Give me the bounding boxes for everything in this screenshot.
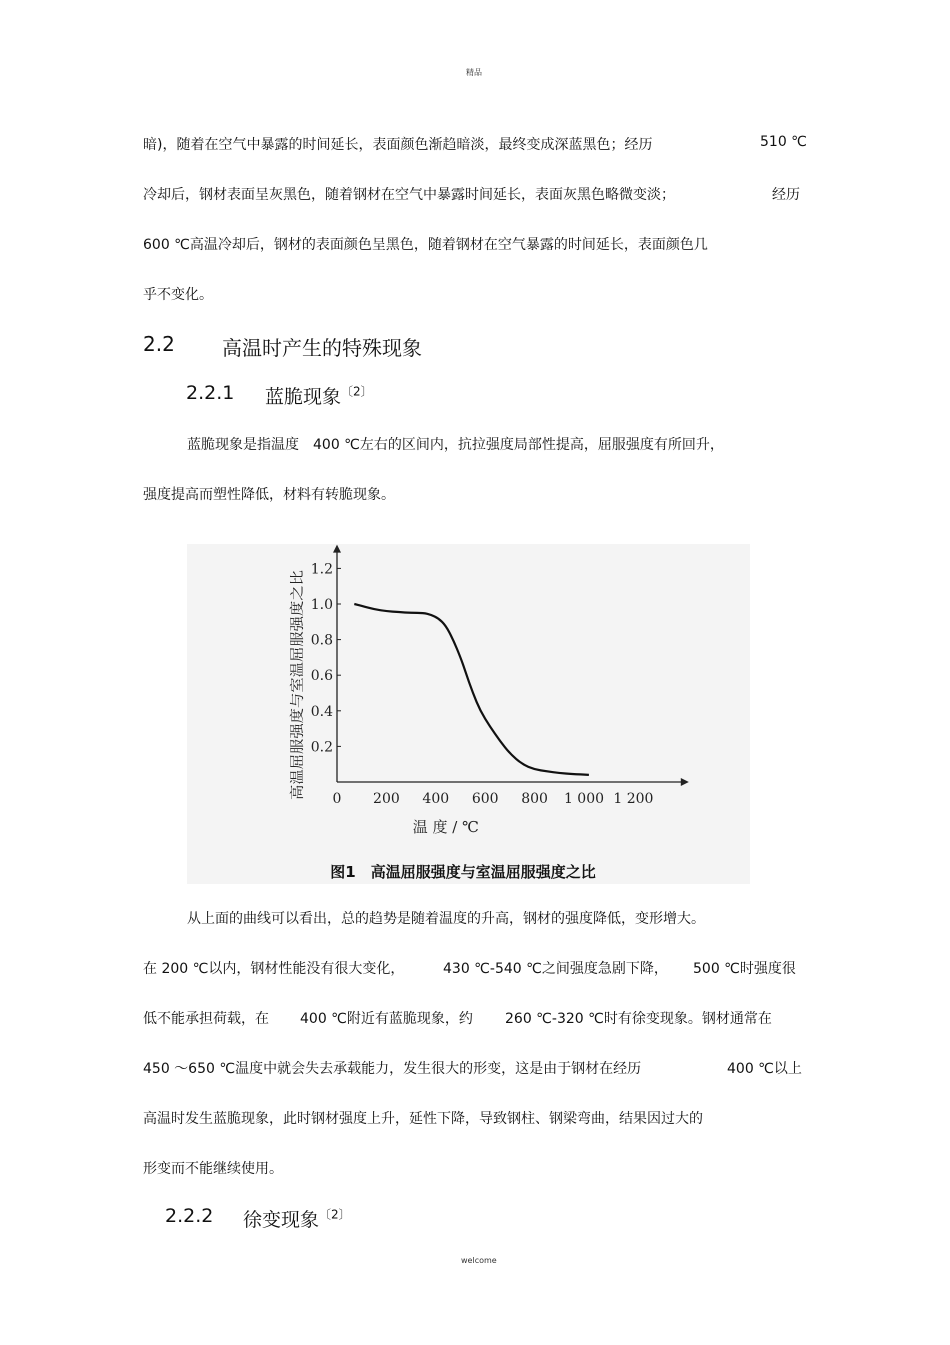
section-2-2-2-title [243, 1205, 351, 1232]
page-footer: welcome [461, 1256, 497, 1265]
y-tick-labels [311, 561, 333, 755]
section-2-2-number: 2.2 [143, 332, 175, 356]
para3-line4b: 400 ℃以上 [727, 1061, 802, 1077]
x-axis-label: 温 度 / ℃ [412, 818, 479, 836]
y-tick-label: 1.2 [310, 561, 333, 578]
para2-line1: 蓝脆现象是指温度 400 ℃左右的区间内，抗拉强度局部性提高，屈服强度有所回升， [187, 437, 724, 453]
page-header: 精品 [466, 68, 482, 77]
section-2-2-1-number: 2.2.1 [186, 382, 235, 404]
y-tick-label: 0.8 [310, 632, 333, 649]
section-2-2-1-title [265, 382, 373, 409]
y-tick-label: 0.4 [310, 703, 333, 720]
para1-line1: 暗)，随着在空气中暴露的时间延长，表面颜色渐趋暗淡，最终变成深蓝黑色；经历 [143, 137, 653, 153]
para3-line4a: 450 ～650 ℃温度中就会失去承载能力，发生很大的形变，这是由于钢材在经历 [143, 1061, 642, 1077]
section-2-2-2-ref: 〔2〕 [319, 1207, 351, 1222]
chart-svg [187, 544, 750, 884]
x-tick-label: 1 000 [563, 791, 605, 807]
para2-line2: 强度提高而塑性降低，材料有转脆现象。 [143, 487, 395, 503]
section-2-2-2-number: 2.2.2 [165, 1205, 214, 1227]
para1-line2: 冷却后，钢材表面呈灰黑色，随着钢材在空气中暴露时间延长，表面灰黑色略微变淡； [143, 187, 675, 203]
y-tick-label: 0.2 [310, 739, 333, 756]
section-2-2-1-ref: 〔2〕 [341, 384, 373, 399]
para1-line3: 600 ℃高温冷却后，钢材的表面颜色呈黑色，随着钢材在空气暴露的时间延长，表面颜色几 [143, 237, 708, 253]
y-axis-arrow [333, 545, 341, 553]
para3-line2b: 430 ℃-540 ℃之间强度急剧下降， [443, 961, 668, 977]
x-tick-labels [333, 791, 654, 807]
figure-yield-strength-ratio [187, 544, 750, 884]
para1-line2-tail: 经历 [772, 187, 800, 203]
para3-line2c: 500 ℃时强度很 [693, 961, 796, 977]
para3-line3c: 260 ℃-320 ℃时有徐变现象。钢材通常在 [505, 1011, 772, 1027]
x-tick-label: 600 [471, 791, 499, 807]
section-2-2-title: 高温时产生的特殊现象 [222, 336, 422, 360]
para3-line2a: 在 200 ℃以内，钢材性能没有很大变化， [143, 961, 405, 977]
y-tick-label: 1.0 [310, 597, 333, 613]
chart-axes [333, 545, 689, 786]
x-tick-label: 800 [521, 791, 548, 807]
series-line [354, 604, 589, 775]
para1-line4: 乎不变化。 [143, 287, 213, 303]
x-tick-label: 0 [332, 791, 342, 807]
para3-line5: 高温时发生蓝脆现象，此时钢材强度上升，延性下降，导致钢柱、钢梁弯曲，结果因过大的 [143, 1111, 703, 1127]
x-axis-arrow [681, 778, 689, 786]
x-tick-label: 200 [373, 791, 400, 807]
para3-line1: 从上面的曲线可以看出，总的趋势是随着温度的升高，钢材的强度降低，变形增大。 [187, 911, 705, 927]
para1-line1-value: 510 ℃ [760, 134, 807, 150]
para3-line3a: 低不能承担荷载，在 [143, 1011, 269, 1027]
section-2-2-1-title-text: 蓝脆现象 [265, 386, 342, 408]
figure-caption: 图1 高温屈服强度与室温屈服强度之比 [330, 863, 596, 881]
y-axis-label: 高温屈服强度与室温屈服强度之比 [290, 590, 306, 800]
x-tick-label: 400 [422, 791, 450, 807]
section-2-2-2-title-text: 徐变现象 [243, 1209, 320, 1231]
para3-line6: 形变而不能继续使用。 [143, 1161, 283, 1177]
para3-line3b: 400 ℃附近有蓝脆现象，约 [300, 1011, 473, 1027]
y-tick-label: 0.6 [310, 668, 333, 685]
x-tick-label: 1 200 [613, 791, 654, 807]
